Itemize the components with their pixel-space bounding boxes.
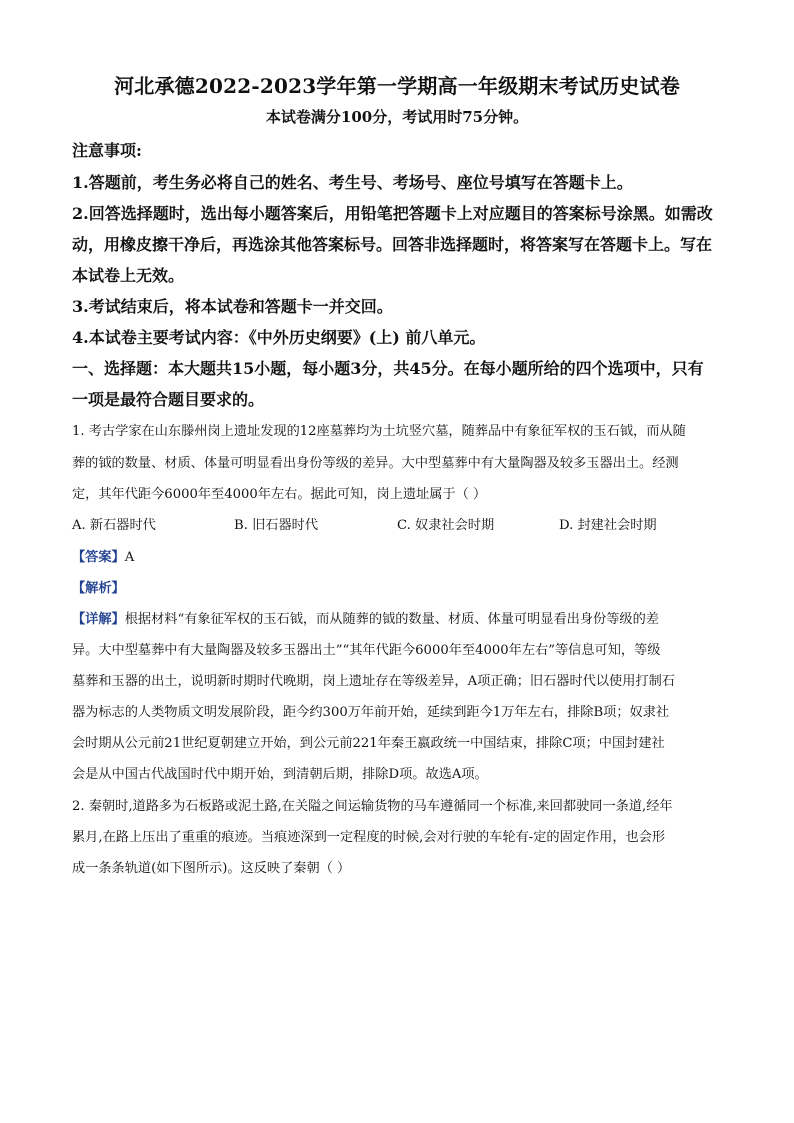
q1-detail-line-4: 器为标志的人类物质文明发展阶段，距今约300万年前开始，延续到距今1万年左右，排除B项；奴隶社 [72, 705, 670, 720]
q1-stem-line-3: 定，其年代距今6000年至4000年左右。据此可知，岗上遗址属于（ ） [72, 487, 487, 502]
q1-option-d: D. 封建社会时期 [559, 518, 657, 533]
q1-stem-line-2: 葬的钺的数量、材质、体量可明显看出身份等级的差异。大中型墓葬中有大量陶器及较多玉器出土。经测 [72, 456, 679, 471]
detail-label: 【详解】 [72, 612, 125, 627]
q1-detail-line-1 [72, 610, 728, 630]
detail-text-1: 根据材料“有象征军权的玉石钺，而从随葬的钺的数量、材质、体量可明显看出身份等级的差 [124, 612, 659, 627]
q1-option-a: A. 新石器时代 [72, 518, 156, 533]
q1-detail-line-2: 异。大中型墓葬中有大量陶器及较多玉器出土”“其年代距今6000年至4000年左右”等信息可知，等级 [72, 643, 661, 658]
note-line-5: 3.考试结束后，将本试卷和答题卡一并交回。 [72, 297, 393, 316]
q1-option-c: C. 奴隶社会时期 [397, 518, 495, 533]
page-title: 河北承德2022-2023学年第一学期高一年级期末考试历史试卷 [114, 74, 680, 98]
note-line-1: 1.答题前，考生务必将自己的姓名、考生号、考场号、座位号填写在答题卡上。 [72, 173, 633, 192]
note-line-4: 本试卷上无效。 [72, 266, 185, 285]
note-line-2: 2.回答选择题时，选出每小题答案后，用铅笔把答题卡上对应题目的答案标号涂黑。如需改 [72, 204, 713, 223]
q1-option-b: B. 旧石器时代 [234, 518, 319, 533]
q1-analysis-heading [72, 579, 125, 599]
page-subtitle: 本试卷满分100分，考试用时75分钟。 [265, 108, 529, 126]
q1-detail-line-5: 会时期从公元前21世纪夏朝建立开始，到公元前221年秦王嬴政统一中国结束，排除C项；中国封建社 [72, 736, 665, 751]
analysis-label: 【解析】 [72, 581, 125, 596]
q2-stem-line-2: 累月,在路上压出了重重的痕迹。当痕迹深到一定程度的时候,会对行驶的车轮有-定的固定作用，也会形 [72, 830, 666, 845]
section-heading-line-1: 一、选择题：本大题共15小题，每小题3分，共45分。在每小题所给的四个选项中，只有 [72, 359, 704, 378]
q1-stem-line-1: 1. 考古学家在山东滕州岗上遗址发现的12座墓葬均为土坑竖穴墓，随葬品中有象征军权的玉石钺，而从随 [72, 424, 686, 439]
note-line-3: 动，用橡皮擦干净后，再选涂其他答案标号。回答非选择题时，将答案写在答题卡上。写在 [72, 235, 713, 254]
q1-detail-line-6: 会是从中国古代战国时代中期开始，到清朝后期，排除D项。故选A项。 [72, 767, 488, 782]
section-heading-line-2: 一项是最符合题目要求的。 [72, 390, 265, 409]
answer-label: 【答案】 [72, 550, 125, 565]
q1-detail-line-3: 墓葬和玉器的出土，说明新时期时代晚期，岗上遗址存在等级差异，A项正确；旧石器时代以使用打制石 [72, 674, 675, 689]
q2-stem-line-3: 成一条条轨道(如下图所示)。这反映了秦朝（ ） [72, 861, 351, 876]
note-line-6: 4.本试卷主要考试内容：《中外历史纲要》(上) 前八单元。 [72, 328, 486, 347]
answer-value: A [124, 550, 135, 565]
notes-heading: 注意事项: [72, 141, 142, 160]
q1-answer [72, 548, 134, 568]
q2-stem-line-1: 2. 秦朝时,道路多为石板路或泥土路,在关隘之间运输货物的马车遵循同一个标准,来回都驶同一条道,经年 [72, 799, 673, 814]
